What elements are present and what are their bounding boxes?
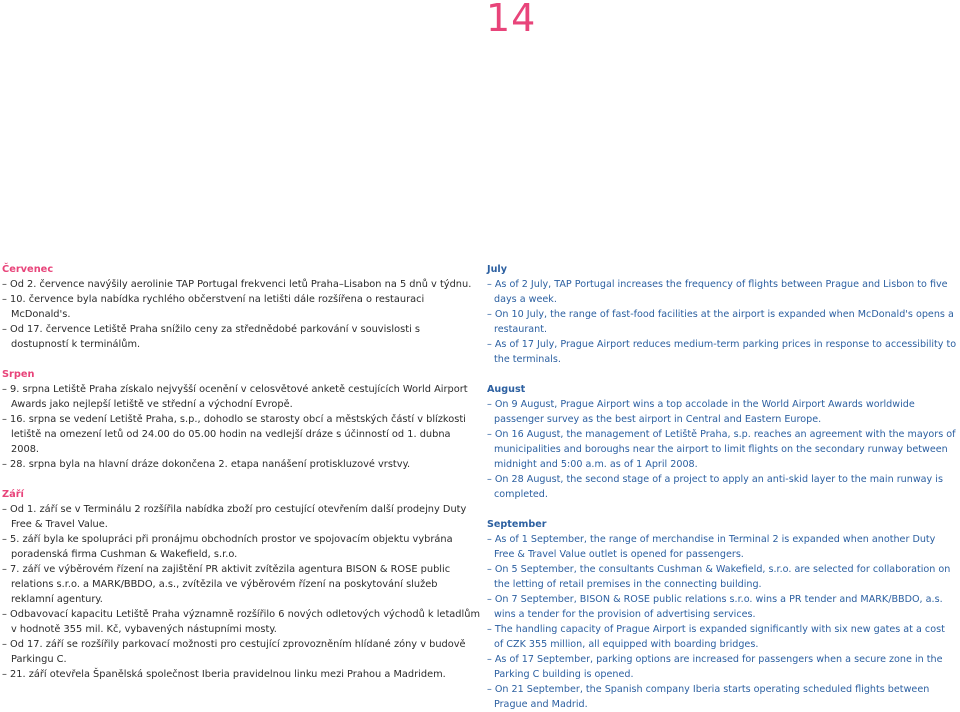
entry-en-september-2: – On 5 September, the consultants Cushman & Wakefield, s.r.o. are selected for collaboration on the letting of retail premises in the connecting building. xyxy=(487,564,951,590)
entry-cz-july-2: – 10. července byla nabídka rychlého občerstvení na letišti dále rozšířena o restauraci McDonald's. xyxy=(2,294,425,320)
entry-en-july-2: – On 10 July, the range of fast-food facilities at the airport is expanded when McDonald's opens a restaurant. xyxy=(487,309,954,335)
czech-column xyxy=(2,262,480,682)
entry-en-july-3: – As of 17 July, Prague Airport reduces medium-term parking prices in response to accessibility to the terminals. xyxy=(487,339,957,365)
entry-en-august-3: – On 28 August, the second stage of a project to apply an anti-skid layer to the main runway is completed. xyxy=(487,474,943,500)
entry-en-july-1: – As of 2 July, TAP Portugal increases the frequency of flights between Prague and Lisbon to five days a week. xyxy=(487,279,948,305)
entry-cz-august-2: – 16. srpna se vedení Letiště Praha, s.p., dohodlo se starosty obcí a městských částí v blízkosti letiště na omezení letů od 24.00 do 05.00 hodin na vedlejší dráze s účinností od 1. dubna 2008. xyxy=(2,414,466,455)
entry-cz-september-3: – 7. září ve výběrovém řízení na zajištění PR aktivit zvítězila agentura BISON & ROSE public relations s.r.o. a MARK/BBDO, a.s., zvítězila ve výběrovém řízení na poskytování služeb reklamní agentury. xyxy=(2,564,451,605)
entry-cz-july-1: – Od 2. července navýšily aerolinie TAP Portugal frekvenci letů Praha–Lisabon na 5 dnů v týdnu. xyxy=(2,279,472,290)
section-heading-cz-august: Srpen xyxy=(2,369,35,380)
entry-cz-august-1: – 9. srpna Letiště Praha získalo nejvyšší ocenění v celosvětové anketě cestujících World Airport Awards jako nejlepší letiště ve střední a východní Evropě. xyxy=(2,384,468,410)
entry-en-september-6: – On 21 September, the Spanish company Iberia starts operating scheduled flights between Prague and Madrid. xyxy=(487,684,930,710)
entry-cz-september-1: – Od 1. září se v Terminálu 2 rozšířila nabídka zboží pro cestující otevřením další prodejny Duty Free & Travel Value. xyxy=(2,504,467,530)
entry-en-august-1: – On 9 August, Prague Airport wins a top accolade in the World Airport Awards worldwide passenger survey as the best airport in Central and Eastern Europe. xyxy=(487,399,915,425)
entry-cz-july-3: – Od 17. července Letiště Praha snížilo ceny za střednědobé parkování v souvislosti s dostupností k terminálům. xyxy=(2,324,421,350)
page-number: 14 xyxy=(486,0,537,40)
entry-en-september-1: – As of 1 September, the range of merchandise in Terminal 2 is expanded when another Duty Free & Travel Value outlet is opened for passengers. xyxy=(487,534,936,560)
section-heading-cz-july: Červenec xyxy=(2,264,54,275)
entry-cz-september-2: – 5. září byla ke spolupráci při pronájmu obchodních prostor ve spojovacím objektu vybrána poradenská firma Cushman & Wakefield, s.r.o. xyxy=(2,534,453,560)
entry-cz-september-5: – Od 17. září se rozšířily parkovací možnosti pro cestující zprovozněním hlídané zóny v budově Parkingu C. xyxy=(2,639,466,665)
section-heading-cz-september: Září xyxy=(2,489,24,500)
entry-en-september-5: – As of 17 September, parking options are increased for passengers when a secure zone in the Parking C building is opened. xyxy=(487,654,943,680)
entry-en-august-2: – On 16 August, the management of Letiště Praha, s.p. reaches an agreement with the mayors of municipalities and boroughs near the airport to limit flights on the secondary runway between midnight and 5:00 a.m. as of 1 April 2008. xyxy=(487,429,956,470)
entry-en-september-3: – On 7 September, BISON & ROSE public relations s.r.o. wins a PR tender and MARK/BBDO, a.s. wins a tender for the provision of advertising services. xyxy=(487,594,943,620)
section-heading-en-september: September xyxy=(487,519,547,530)
section-heading-en-july: July xyxy=(487,264,507,275)
entry-en-september-4: – The handling capacity of Prague Airport is expanded significantly with six new gates at a cost of CZK 355 million, all equipped with boarding bridges. xyxy=(487,624,945,650)
entry-cz-august-3: – 28. srpna byla na hlavní dráze dokončena 2. etapa nanášení protiskluzové vrstvy. xyxy=(2,459,411,470)
section-heading-en-august: August xyxy=(487,384,526,395)
english-column xyxy=(487,262,957,712)
entry-cz-september-6: – 21. září otevřela Španělská společnost Iberia pravidelnou linku mezi Prahou a Madridem. xyxy=(2,669,446,680)
entry-cz-september-4: – Odbavovací kapacitu Letiště Praha významně rozšířilo 6 nových odletových východů k letadlům v hodnotě 355 mil. Kč, vybavených nástupními mosty. xyxy=(2,609,480,635)
